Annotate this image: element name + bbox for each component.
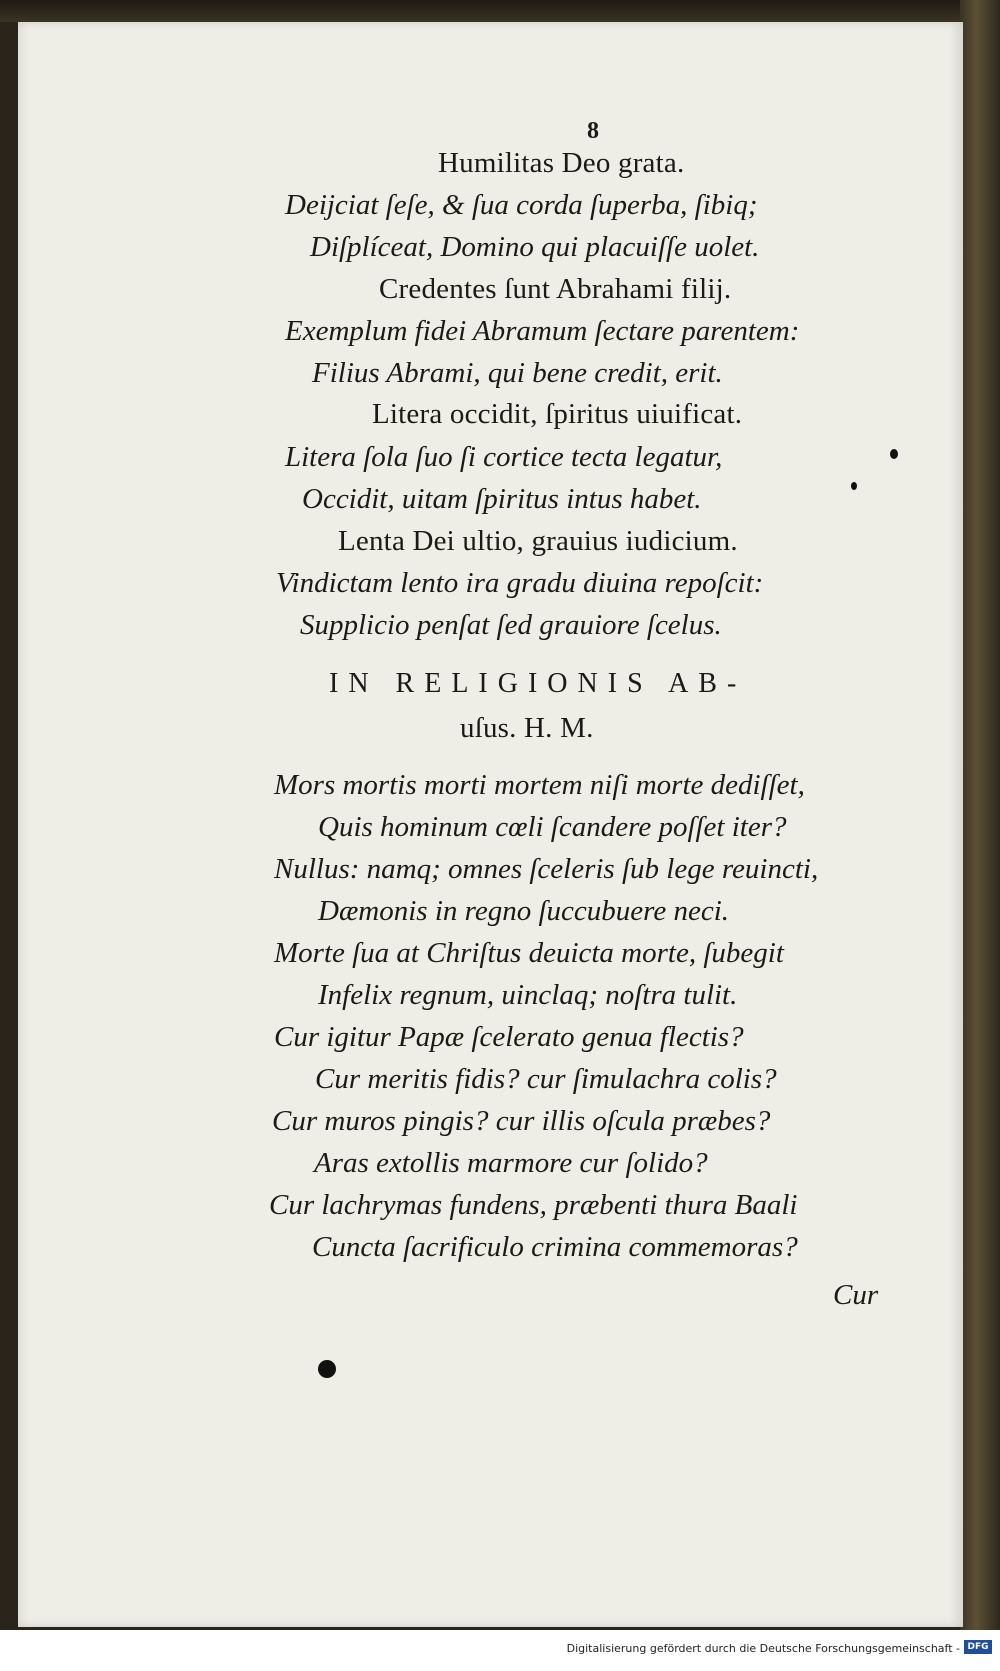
page-number: 8 [587,118,600,144]
ink-spot [318,1360,336,1378]
poem-line: Cur lachrymas fundens, præbenti thura Baali [269,1189,798,1221]
catchword: Cur [833,1279,879,1311]
ink-spot [890,449,898,459]
scan-border-top [0,0,1000,22]
section-title: Lenta Dei ultio, grauius iudicium. [338,525,738,557]
poem-line: Cur meritis fidis? cur ſimulachra colis? [315,1063,777,1095]
verse-line: Deijciat ſeſe, & ſua corda ſuperba, ſibiq; [285,189,758,221]
poem-line: Quis hominum cœli ſcandere poſſet iter? [318,811,787,843]
verse-line: Filius Abrami, qui bene credit, erit. [312,357,723,389]
poem-line: Morte ſua at Chriſtus deuicta morte, ſubegit [274,937,784,969]
verse-line: Vindictam lento ira gradu diuina repoſcit: [276,567,764,599]
poem-line: Nullus: namq; omnes ſceleris ſub lege reuincti, [274,853,819,885]
poem-line: Mors mortis morti mortem niſi morte dediſſet, [274,769,805,801]
verse-line: Diſplíceat, Domino qui placuiſſe uolet. [310,231,760,263]
dfg-logo: DFG [964,1640,992,1654]
verse-line: Litera ſola ſuo ſi cortice tecta legatur, [285,441,723,473]
section-title: Credentes ſunt Abrahami filij. [379,273,732,305]
footer-credit: Digitalisierung gefördert durch die Deutsche Forschungsgemeinschaft - [566,1642,960,1655]
verse-line: Exemplum fidei Abramum ſectare parentem: [285,315,800,347]
verse-line: Occidit, uitam ſpiritus intus habet. [302,483,702,515]
poem-line: Aras extollis marmore cur ſolido? [314,1147,708,1179]
digitization-footer [0,1630,1000,1671]
section-title: Litera occidit, ſpiritus uiuificat. [372,398,743,430]
poem-line: Cuncta ſacrificulo crimina commemoras? [312,1231,798,1263]
poem-heading: IN RELIGIONIS AB- [329,668,747,699]
poem-line: Cur igitur Papæ ſcelerato genua flectis? [274,1021,744,1053]
verse-line: Supplicio penſat ſed grauiore ſcelus. [300,609,722,641]
poem-line: Infelix regnum, uinclaq; noſtra tulit. [318,979,738,1011]
section-title: Humilitas Deo grata. [438,147,685,179]
book-page [18,22,963,1627]
ink-spot [851,482,857,490]
poem-line: Cur muros pingis? cur illis oſcula præbes? [272,1105,771,1137]
scan-border-right [960,0,1000,1630]
poem-heading-continued: uſus. H. M. [460,712,594,744]
poem-line: Dæmonis in regno ſuccubuere neci. [318,895,730,927]
